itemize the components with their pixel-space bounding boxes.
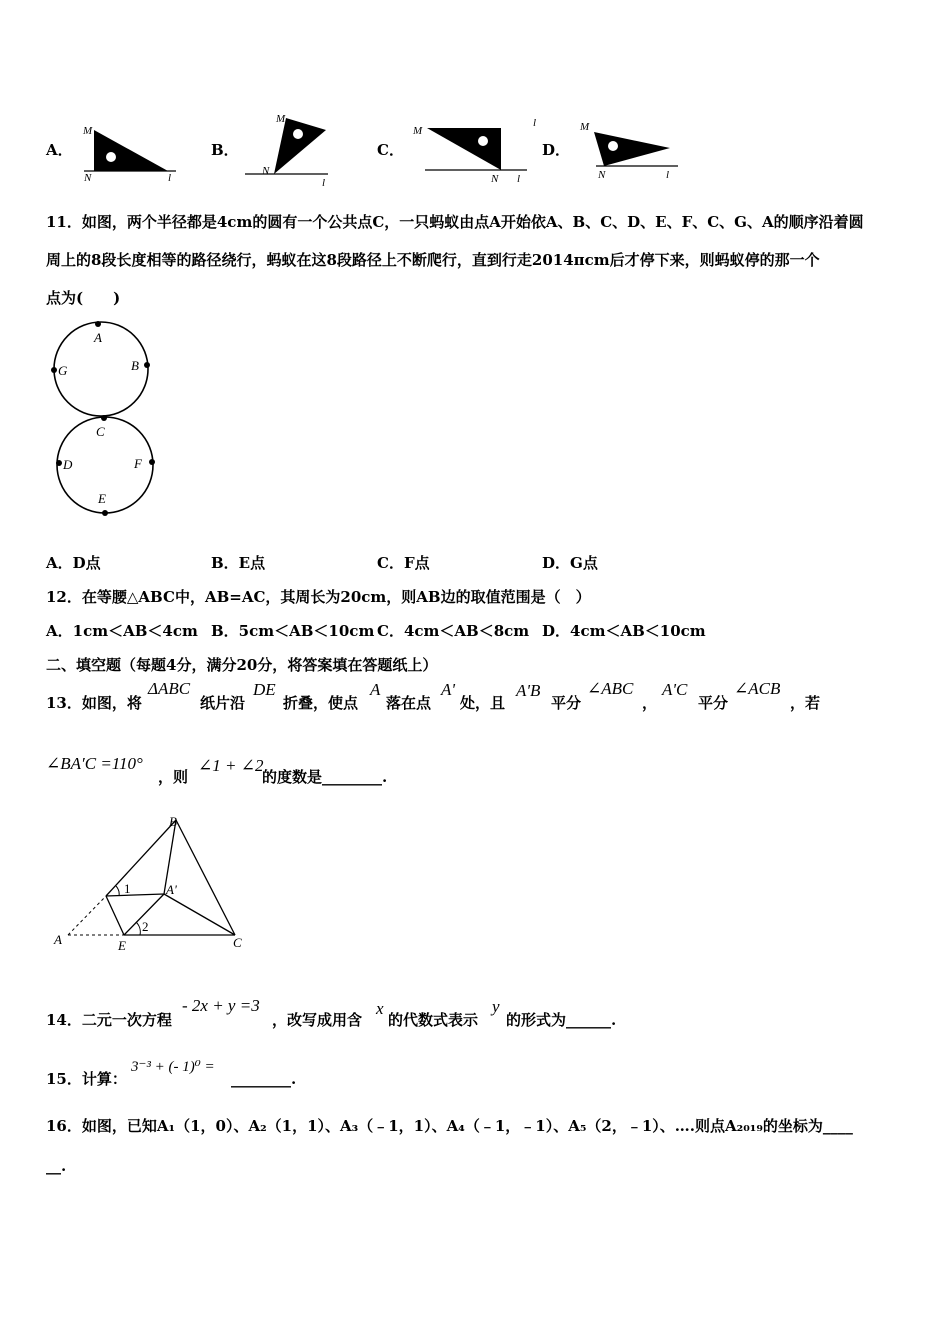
q13-fig-e: E (118, 938, 126, 953)
q15-text-1: 15．计算： (46, 1070, 127, 1088)
q11-stem-line3: 点为( ) (46, 289, 121, 307)
q10-option-a-figure (78, 120, 183, 182)
q13-math-triangle: ΔABC (148, 679, 191, 698)
q14-math-equation: - 2x + y =3 (182, 996, 260, 1015)
q11-point-e: E (98, 491, 106, 506)
q11-point-f: F (134, 456, 142, 471)
q16-stem-line2: __. (46, 1157, 67, 1175)
q11-option-d: D．G点 (542, 554, 598, 572)
q13-text-3: 折叠，使点 (283, 694, 359, 712)
q11-point-a: A (94, 330, 102, 345)
q13-math-a: A (370, 680, 381, 699)
q11-two-circles-figure (40, 318, 170, 524)
q11-stem-line1: 11．如图，两个半径都是4cm的圆有一个公共点C，一只蚂蚁由点A开始依A、B、C、D、E、F、C、G、A的顺序沿着圆 (46, 213, 864, 231)
q10-option-a-label: A． (46, 141, 73, 159)
q13-text-6: 平分 (551, 694, 582, 712)
q11-option-a: A．D点 (46, 554, 101, 572)
q10-c-n-label: N (491, 173, 499, 185)
q13-fig-angle-2: 2 (142, 919, 149, 934)
q10-a-m-label: M (83, 125, 93, 137)
q12-option-b: B．5cm＜AB＜10cm (211, 622, 375, 640)
q14-text-2: ，改写成用含 (272, 1011, 363, 1029)
q13-fold-triangle-figure (40, 808, 260, 958)
q14-text-4: 的形式为______. (506, 1011, 617, 1029)
q11-point-d: D (63, 457, 73, 472)
q11-point-c: C (96, 424, 105, 439)
q11-option-c: C．F点 (377, 554, 430, 572)
q12-option-c: C．4cm＜AB＜8cm (377, 622, 530, 640)
q10-option-b-label: B． (211, 141, 239, 159)
q13-math-a-prime-c: A'C (662, 680, 688, 699)
q16-stem-line1: 16．如图，已知A₁（1，0）、A₂（1，1）、A₃（﹣1，1）、A₄（﹣1，﹣1）、A₅（2，﹣1）、….则点A₂₀₁₉的坐标为____ (46, 1117, 853, 1135)
q12-stem: 12．在等腰△ABC中，AB=AC，其周长为20cm，则AB边的取值范围是（ ） (46, 588, 591, 606)
q10-d-l-label: l (666, 169, 670, 181)
q14-math-y: y (492, 997, 500, 1016)
q13-fig-a: A (54, 932, 62, 947)
q13-text-10: ，则 (158, 768, 189, 786)
q13-math-de: DE (253, 680, 276, 699)
q13-fig-angle-1: 1 (124, 881, 131, 896)
q10-c-l2-label: l (533, 117, 537, 129)
q15-text-2: ________. (231, 1070, 297, 1088)
q13-text-1: 13．如图，将 (46, 694, 142, 712)
q14-math-x: x (376, 999, 384, 1018)
q10-b-n-label: N (262, 165, 270, 177)
q11-point-g: G (58, 363, 68, 378)
q15-math-expression: 3⁻³ + (- 1)⁰ = (131, 1059, 215, 1075)
q13-math-given-angle: ∠BA′C =110° (46, 754, 143, 773)
q14-text-3: 的代数式表示 (388, 1011, 479, 1029)
q12-option-d: D．4cm＜AB＜10cm (542, 622, 706, 640)
q10-a-l-label: l (168, 172, 172, 182)
q10-option-c-label: C． (377, 141, 404, 159)
q13-text-2: 纸片沿 (200, 694, 246, 712)
q13-text-4: 落在点 (386, 694, 432, 712)
q13-fig-b: B (169, 814, 177, 829)
q11-point-b: B (131, 358, 139, 373)
q10-option-d-label: D． (542, 141, 571, 159)
q13-text-7: ， (642, 694, 658, 712)
q13-fig-a-prime: A' (166, 882, 177, 897)
q13-math-a-prime: A' (441, 680, 456, 699)
q10-option-d-figure (576, 118, 686, 184)
q13-math-angle-abc: ∠ABC (587, 679, 634, 698)
q10-d-m-label: M (580, 121, 590, 133)
q13-math-angle-acb: ∠ACB (734, 679, 781, 698)
q10-option-b-figure (240, 110, 340, 186)
q13-text-5: 处，且 (460, 694, 506, 712)
q11-stem-line2: 周上的8段长度相等的路径绕行，蚂蚁在这8段路径上不断爬行，直到行走2014πcm后才停下来，则蚂蚁停的那一个 (46, 251, 820, 269)
q12-option-a: A．1cm＜AB＜4cm (46, 622, 198, 640)
q13-math-a-prime-b: A'B (516, 681, 541, 700)
q10-b-m-label: M (276, 113, 286, 125)
q13-text-9: ，若 (790, 694, 821, 712)
q10-option-c-figure (405, 112, 545, 186)
section-2-heading: 二、填空题（每题4分，满分20分，将答案填在答题纸上） (46, 656, 438, 674)
q10-c-l-label: l (517, 173, 521, 185)
q13-text-11: 的度数是________. (262, 768, 388, 786)
q14-text-1: 14．二元一次方程 (46, 1011, 172, 1029)
q10-d-n-label: N (598, 169, 606, 181)
q10-c-m-label: M (413, 125, 423, 137)
q13-text-8: 平分 (698, 694, 729, 712)
q10-a-n-label: N (84, 172, 92, 182)
q13-math-sum: ∠1 + ∠2 (198, 756, 264, 775)
q11-option-b: B．E点 (211, 554, 266, 572)
q13-fig-c: C (233, 935, 242, 950)
q10-b-l-label: l (322, 177, 326, 186)
